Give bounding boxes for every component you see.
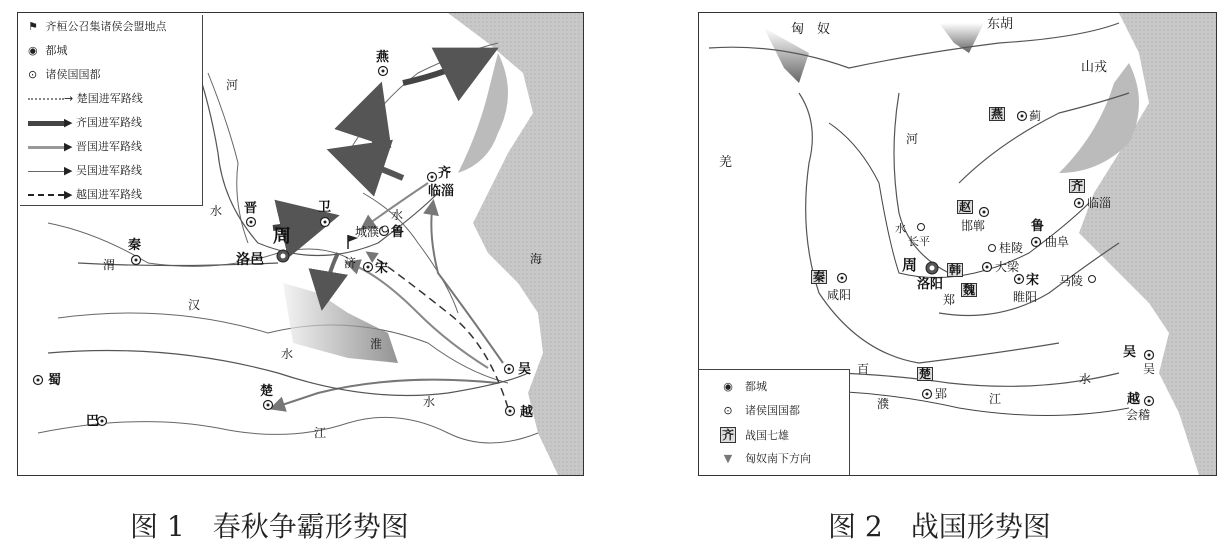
place-shu: 蜀: [48, 373, 62, 388]
place-zhou: 周: [273, 226, 291, 247]
place-chu: 楚: [260, 384, 274, 399]
place-shanrong: 山戎: [1081, 60, 1108, 75]
geo-jiang: 江: [314, 426, 327, 440]
place-guiling: 桂陵: [999, 241, 1024, 255]
place-qufu: 曲阜: [1045, 235, 1070, 249]
geo-pu: 濮: [877, 397, 890, 411]
geo-bai: 百: [857, 362, 870, 376]
place-xiongnu: 匈 奴: [791, 22, 831, 37]
box-qin: 秦: [813, 270, 826, 284]
geo-huai: 淮: [370, 337, 383, 351]
legend-label: 吴国进军路线: [75, 164, 142, 177]
place-ba: 巴: [86, 414, 100, 429]
legend-label: 战国七雄: [745, 429, 789, 442]
place-donghu: 东胡: [987, 17, 1014, 32]
geo-wei: 渭: [103, 258, 116, 272]
place-ying: 郢: [935, 387, 948, 401]
legend-row-capital: [28, 42, 68, 58]
capital-icon: ◉: [723, 380, 733, 393]
legend-label: 越国进军路线: [75, 188, 142, 201]
map1-legend: [20, 15, 203, 206]
jin-route-icon: [28, 146, 64, 149]
box-chu: 楚: [919, 367, 932, 381]
place-yue: 越: [1127, 392, 1141, 407]
capital-icon: ◉: [28, 44, 38, 57]
chu-shadow: [283, 283, 398, 363]
legend-row-xiongnu: [711, 450, 811, 466]
zhou-capital-marker: [277, 250, 289, 262]
legend-label: 楚国进军路线: [76, 92, 143, 105]
box-han: 韩: [949, 263, 962, 277]
geo-he: 河: [226, 78, 239, 92]
place-qi: 齐: [438, 166, 452, 181]
place-qiang: 羌: [719, 155, 733, 170]
place-daliang: 大梁: [995, 260, 1020, 274]
place-wu-city: 吴: [1143, 362, 1156, 376]
place-luoyang: 洛阳: [917, 277, 944, 292]
spring-autumn-map: [17, 12, 584, 476]
legend-row-state-capital: [28, 66, 101, 82]
place-kuaiji: 会稽: [1126, 408, 1151, 422]
place-song: 宋: [375, 261, 389, 276]
chu-route-icon: [28, 98, 64, 100]
geo-he: 河: [906, 132, 919, 146]
legend-row-yue: ▶ 越国进军路线: [28, 186, 142, 202]
legend-label: 齐国进军路线: [75, 116, 142, 129]
geo-shui4: 水: [423, 395, 436, 409]
place-changping: 长平: [908, 235, 930, 248]
place-zhou: 周: [902, 256, 918, 274]
caption-fig2: 图 2 战国形势图: [828, 510, 1051, 543]
seven-powers-icon: 齐: [721, 428, 734, 442]
yue-route-icon: [28, 194, 64, 196]
place-luoyi: 洛邑: [236, 252, 264, 268]
legend-row-jin: ▶ 晋国进军路线: [28, 138, 142, 154]
qi-route-north: [403, 53, 488, 83]
legend-label: 匈奴南下方向: [745, 452, 811, 465]
legend-row-seven-powers: [711, 426, 789, 443]
geo-shui1: 水: [210, 204, 223, 218]
place-wu: 吴: [1123, 345, 1137, 360]
box-qi: 齐: [1071, 179, 1084, 193]
map2-legend: [699, 369, 850, 476]
legend-label: 诸侯国国都: [45, 68, 101, 81]
box-yan: 燕: [991, 107, 1004, 121]
legend-label: 齐桓公召集诸侯会盟地点: [45, 20, 167, 33]
geo-shui2: 水: [1079, 372, 1092, 386]
xiongnu-arrow-icon: ▼: [723, 452, 733, 465]
state-capital-icon: ⊙: [28, 68, 38, 81]
zhou-capital-marker: [926, 262, 938, 274]
place-yue: 越: [520, 405, 534, 420]
qi-route-icon: [28, 121, 64, 126]
flag-icon: ⚑: [28, 20, 38, 33]
place-chengpu: 城濮: [355, 225, 380, 239]
state-capital-icon: ⊙: [723, 404, 733, 417]
wu-route-icon: [28, 171, 64, 172]
geo-shui3: 水: [281, 347, 294, 361]
geo-shui2: 水: [391, 208, 404, 222]
warring-states-map: [698, 12, 1217, 476]
legend-row-flag: [28, 18, 167, 34]
box-zhao: 赵: [959, 200, 972, 214]
legend-row-chu: → 楚国进军路线: [28, 90, 143, 106]
place-song: 宋: [1026, 273, 1040, 288]
legend-row-state-capital: [711, 402, 800, 418]
place-ji: 蓟: [1029, 109, 1042, 123]
geo-ji: 济: [344, 256, 357, 270]
place-suiyang: 睢阳: [1013, 290, 1038, 304]
sea-area: [448, 13, 583, 475]
place-xianyang: 咸阳: [827, 288, 852, 302]
place-maling: 马陵: [1059, 274, 1084, 288]
box-wei: 魏: [963, 283, 976, 297]
place-lu: 鲁: [391, 225, 405, 240]
geo-sea: 海: [530, 252, 543, 266]
legend-label: 诸侯国国都: [745, 404, 800, 417]
place-linzi: 临淄: [428, 184, 455, 199]
place-wei: 卫: [318, 200, 332, 215]
legend-label: 都城: [45, 44, 68, 57]
place-wu: 吴: [518, 362, 532, 377]
legend-row-capital: [711, 378, 767, 394]
geo-han: 汉: [188, 298, 201, 312]
geo-jiang: 江: [989, 392, 1002, 406]
place-yan: 燕: [376, 50, 390, 65]
place-jin: 晋: [244, 201, 258, 216]
geo-shui: 水: [895, 222, 906, 235]
place-linzi: 临淄: [1087, 196, 1112, 210]
legend-label: 晋国进军路线: [75, 140, 142, 153]
place-zheng: 郑: [943, 293, 956, 307]
place-lu: 鲁: [1031, 219, 1045, 234]
legend-row-wu: ▶ 吴国进军路线: [28, 162, 142, 178]
legend-label: 都城: [745, 380, 767, 393]
place-handan: 邯郸: [961, 219, 986, 233]
place-qin: 秦: [128, 238, 142, 253]
legend-row-qi: ▶ 齐国进军路线: [28, 114, 142, 130]
caption-fig1: 图 1 春秋争霸形势图: [130, 510, 409, 543]
